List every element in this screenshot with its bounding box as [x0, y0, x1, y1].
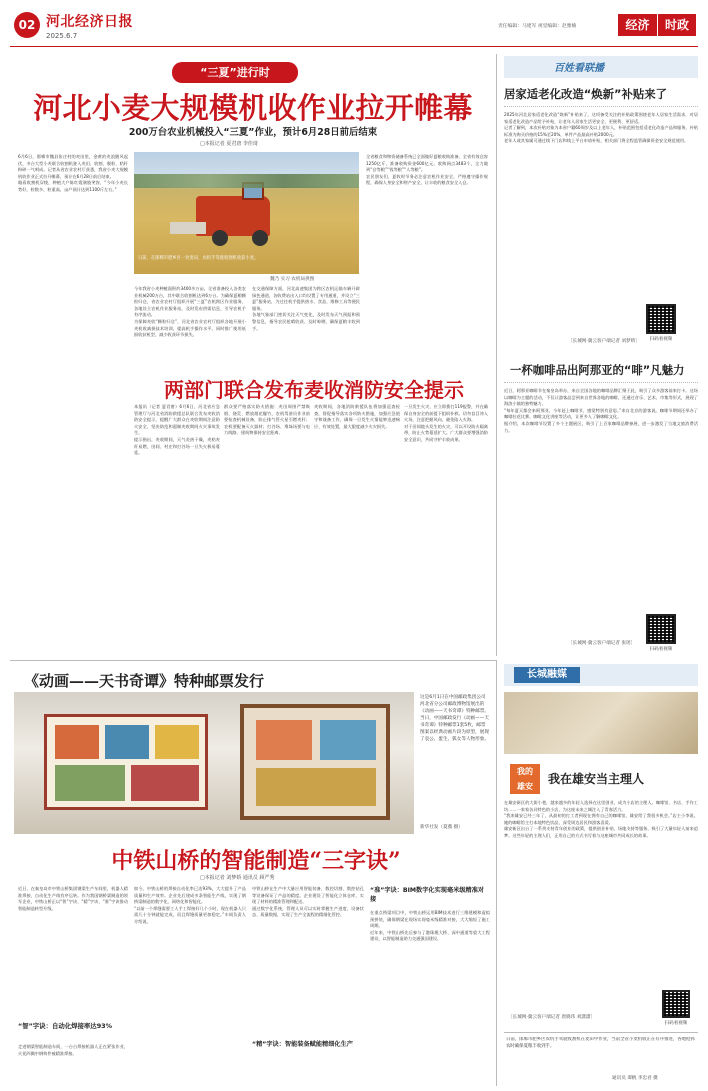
- qr-label: 扫码看视频: [649, 337, 673, 342]
- column-credit: ［长城网·冀云客户端记者 唐晓玮 刘潇潇］: [508, 1015, 596, 1020]
- rail-column-4: 在重点桥梁项目中，中铁山桥运用BIM技术进行三维建模和虚拟预拼装，确保钢梁在现场实现毫米级精准对接，大大缩短了施工周期。 近年来，中铁山桥先后参与了港珠澳大桥、深中通道等重大工程建设，以智能制造助力交通强国建设。: [370, 910, 490, 942]
- stamps-top-rule: [10, 660, 496, 661]
- lead-column-1: 6月6日，邯郸市魏县张庄村的麦田里，金黄的麦浪随风起伏，多台大型小麦联合收割机驶入麦田，收割、脱粒、秸秆粉碎一气呵成。记者从省农业农村厅获悉，我省小麦大规模机收作业正式拉开帷幕，预计在6月28日前后结束。 眼看收割机穿梭，种植大户陈红霞满脸笑容，“今年小麦长势好，粒数多、粒重高，亩产预计达到1100斤左右。”: [18, 154, 128, 192]
- stamp: [256, 720, 312, 760]
- stamps-caption: 这是6月1日在中国邮政集团公司河北省分公司邮政博物馆展出的《动画——天书奇谭》特种邮票。 当日，中国邮政发行《动画——天书奇谭》特种邮票1套5枚，邮票图案以经典动画片段为原型，展现了袁公、蛋生、狐女等人物形象。: [420, 695, 489, 742]
- page-number: 02: [14, 12, 40, 38]
- column-header: [504, 664, 698, 686]
- lead-kicker: “三夏”进行时: [172, 62, 298, 83]
- rail-byline: □本报记者 刘梦娇 通讯员 顾严秀: [200, 875, 275, 881]
- paper-name: 河北经济日报: [46, 14, 133, 30]
- rail-column-1b: 走进钢梁智能制造车间，一台台焊接机器人正在紧张作业，火花四溅中钢构件被精准焊接。: [18, 1044, 128, 1056]
- harvester-wheel: [212, 230, 228, 246]
- lead-byline: □本报记者 夏君唐 李佳琦: [200, 141, 258, 147]
- stamp: [105, 725, 149, 759]
- sidebar-header: [504, 56, 698, 78]
- fire-column-1: 本报讯（记者 夏君唐）6月6日，河北省应急管理厅与河北省消防救援总队联合发布麦收消防安全提示，提醒广大群众在麦收期间注意防火安全，坚决防范和遏制麦收期间火灾事故发生。 提示指出，麦收期间，天气炎热干燥，麦秸麦秆易燃，田间、村庄和打谷场一旦失火极易蔓延。: [134, 404, 220, 456]
- sidebar-story-1-credit: ［长城网·冀云客户端记者 刘梦娇］: [568, 339, 640, 344]
- qr-label: 扫码看视频: [649, 647, 673, 652]
- sidebar-rule: [504, 382, 698, 383]
- sidebar-story-1-body: 2025年河北居家适老化改造“焕新”补贴来了，这项备受关注的补贴政策围绕老年人居家生活需求，对居家适老化改造产品给予补贴，让老年人居家生活更安全、更便利、更舒适。 记者了解到，本次补贴对象为本省户籍60周岁及以上老年人，补贴范围包括适老化改造产品和服务，补贴标准为购买价格的15%至20%，单件产品最高补贴2000元。 老年人或其家属可通过线下门店和线上平台申请补贴，相关部门将全程监管确保资金安全规范使用。: [504, 112, 698, 144]
- rail-subhead-2: “精”字诀：智能装备赋能精细化生产: [252, 1041, 353, 1048]
- column-divider: [496, 660, 497, 1086]
- sidebar-story-2-body: 近日，阿那亚咖啡节在秦皇岛举办，来自全国各地的咖啡品牌汇聚于此，吸引了众多游客前来打卡。这场以咖啡为主题的活动，不仅让游客品尝到来自世界各地的咖啡，还通过音乐、艺术、市集等形式，展现了海滨小镇的独特魅力。 “每年夏天都会来阿那亚，今年赶上咖啡节，感觉特别有意思。”来自北京的游客说。咖啡节期间还举办了咖啡拉花比赛、咖啡文化讲座等活动，让更多人了解咖啡文化。 据介绍，本次咖啡节设置了多个主题展区，吸引了上百家咖啡品牌参展，进一步激发了当地文旅消费活力。: [504, 388, 698, 433]
- column-tag-line-1: 我的: [517, 767, 533, 776]
- sidebar-rule: [504, 106, 698, 107]
- sidebar-divider: [496, 54, 497, 656]
- lead-column-3: 在交通保障方面，河北高速集团为跨区农机运输车辆开辟绿色通道，各收费站出入口均设置了专用通道，并设立“三夏”服务站，为过往机手提供热水、食品、维修工具等便民服务。 各地气象部门密切关注天气变化，及时发布天气预报和预警信息，指导农民抢晴收获、及时晾晒，确保夏粮丰收到手。: [252, 286, 360, 331]
- sidebar-story-1-title: 居家适老化改造“焕新”补贴来了: [504, 87, 668, 101]
- stamp: [55, 765, 125, 801]
- stamp: [256, 768, 376, 806]
- column-tag-line-2: 雄安: [517, 782, 533, 791]
- footer-credit: 通讯员 谭帆 李忠君 摄: [612, 1076, 658, 1081]
- rail-column-2: 如今，中铁山桥的焊接自动化率已达93%，大大提升了产品质量和生产效率。企业先后建成多条智能生产线，实现了钢桥梁制造的数字化、网络化和智能化。 “以前一个焊缝需要工人手工焊接好几个小时，现在机器人只需几十分钟就能完成，而且焊缝质量更加稳定。”车间负责人介绍说。: [134, 886, 246, 924]
- rail-subhead-3: “准”字诀：BIM数字化实现毫米级精准对接: [370, 887, 485, 903]
- header-rule: [10, 46, 698, 47]
- section-label-economy: 经济: [618, 14, 657, 36]
- qr-label: 扫码看视频: [664, 1021, 688, 1026]
- harvester-wheel: [252, 230, 268, 246]
- stamp: [155, 725, 199, 759]
- display-frame: [240, 704, 390, 820]
- footer-note: 日前，邯郸市肥乡区农机手驾驶收割机在麦田中作业，当前全省小麦机收正在有序推进，各地抢抓农时确保夏粮丰收到手。: [506, 1037, 695, 1049]
- masthead: [0, 0, 708, 46]
- fire-column-4: 一旦发生火灾，应立即拨打119报警，并在确保自身安全的前提下组织扑救。切勿盲目冲入火场，注意把握风向，避免陷入火海。 对于田间地头发生的火灾，可以开设防火隔离带，防止火势蔓延扩大。广大群众要增强消防安全意识，共同守护丰收成果。: [404, 404, 488, 442]
- column-title: 我在雄安当主理人: [548, 772, 645, 786]
- rail-column-3: 中铁山桥在生产中大量应用智能装备，数控切割、数控钻孔等设备保证了产品的精度。企业建设了智能化立体仓库，实现了材料的精准管理和配送。 通过数字化系统，管理人员可以实时掌握生产进度、设备状态、质量数据，实现了生产全流程的精细化管控。: [252, 886, 364, 918]
- rail-headline: 中铁山桥的智能制造“三字诀”: [111, 848, 401, 874]
- lead-headline: 河北小麦大规模机收作业拉开帷幕: [33, 91, 473, 125]
- tree-line: [134, 174, 359, 188]
- stamp: [131, 765, 199, 801]
- footer-note-box: [504, 1032, 698, 1086]
- stamp: [55, 725, 99, 759]
- column-tag: [510, 764, 540, 794]
- column-header-title: 长城融媒: [514, 667, 580, 683]
- stamps-credit: 新华社发（夏薇 摄）: [420, 825, 463, 830]
- photo-credit: 魏乃 实习 农机局供图: [270, 277, 315, 282]
- lead-photo: [134, 152, 359, 274]
- lead-column-4: 全省粮食和物资储备系统已全面做好夏粮收购准备，全省有效仓容1250亿斤，准备收购资金600亿元，收购网点3483个，全力做到“仓等粮”“钱等粮”“人等粮”。 农民朋友们，夏收时节务必注意农机作业安全，严格遵守操作规程，确保人身安全和财产安全，让丰收的粮食安全入仓。: [366, 154, 488, 186]
- qr-code-icon[interactable]: [662, 990, 690, 1018]
- editor-credits: 责任编辑：马建军 视觉编辑：赵雅楠: [498, 24, 577, 29]
- column-photo: [504, 692, 698, 754]
- stamp-sheet: [44, 714, 208, 810]
- lead-column-2: 今年我省小麦种植面积约3400多万亩，全省准备投入各类农业机械200万台，其中联合收割机达到6万台。为确保夏粮颗粒归仓，省农业农村厅组织开展“三夏”农机跨区作业服务，各地设立农机作业服务站，及时发布供需信息，引导农机手有序流动。 为保障麦收“颗粒归仓”，河北省农业农村厅组织各地开展小麦机收减损技术培训，提高机手操作水平。同时推广使用低损收获机型，减少收获环节损失。: [134, 286, 246, 338]
- fire-column-3: 麦收期间，各地消防救援队伍将加强巡查检查，督促指导落实各项防火措施，加强应急值守和战备工作，确保一旦发生火情能够迅速响应、有效处置，最大限度减少火灾损失。: [314, 404, 400, 429]
- qr-code-icon[interactable]: [646, 304, 676, 334]
- sidebar-story-2-title: 一杯咖啡品出阿那亚的“啡”凡魅力: [510, 363, 685, 377]
- stamps-photo: [14, 692, 414, 834]
- sidebar-header-title: 百姓看联播: [554, 63, 604, 74]
- rail-subhead-1: “智”字诀：自动化焊接率达93%: [18, 1022, 112, 1030]
- column-body: 在雄安新区的大街小巷，越来越多的年轻人选择在这里创业，成为小店的主理人。咖啡馆、书店、手作工坊……一家家各具特色的小店，为这座未来之城注入了青春活力。 “我来雄安已经三年了，从最初的打工者到现在拥有自己的咖啡馆，雄安给了我很多机会。”店主小李说。她的咖啡馆主打本地特色饮品，深受周边居民和游客喜爱。 雄安新区出台了一系列支持青年创业的政策，提供创业补贴、场地支持等服务，吸引了大量年轻人前来追梦。这些年轻的主理人们，正用自己的方式书写着与这座城市共同成长的故事。: [504, 800, 698, 838]
- stamp: [320, 720, 376, 760]
- stamps-headline: 《动画——天书奇谭》特种邮票发行: [24, 672, 265, 690]
- sidebar-story-2-credit: ［长城网·冀云客户端记者 张瑶］: [568, 641, 636, 646]
- section-label-politics: 时政: [658, 14, 696, 36]
- fire-headline: 两部门联合发布麦收消防安全提示: [164, 378, 464, 402]
- fire-column-2: 群众要严格落实防火措施：麦田周围严禁吸烟、烧荒、燃放烟花爆竹，农机驾驶员作业前要检查机械设备，防止排气管火星引燃麦秆；农机要配备灭火器材；打谷场、堆垛场要与电力线路、建筑物保持安全距离。: [224, 404, 310, 436]
- lead-subhead: 200万台农业机械投入“三夏”作业，预计6月28日前后结束: [128, 127, 378, 138]
- issue-date: 2025.6.7: [46, 32, 78, 40]
- photo-caption: 日前，在邯郸市肥乡区一处麦田，农机手驾驶收割机收获小麦。: [138, 256, 259, 261]
- harvester-header: [170, 222, 206, 234]
- qr-code-icon[interactable]: [646, 614, 676, 644]
- rail-column-1: 近日，在秦皇岛市中铁山桥集团钢梁生产车间里，机器人精准焊接，自动化生产线有序运转。作为我国钢桥梁制造的领军企业，中铁山桥正以“智”字诀、“精”字诀、“准”字诀推动智能制造转型升级。: [18, 886, 128, 911]
